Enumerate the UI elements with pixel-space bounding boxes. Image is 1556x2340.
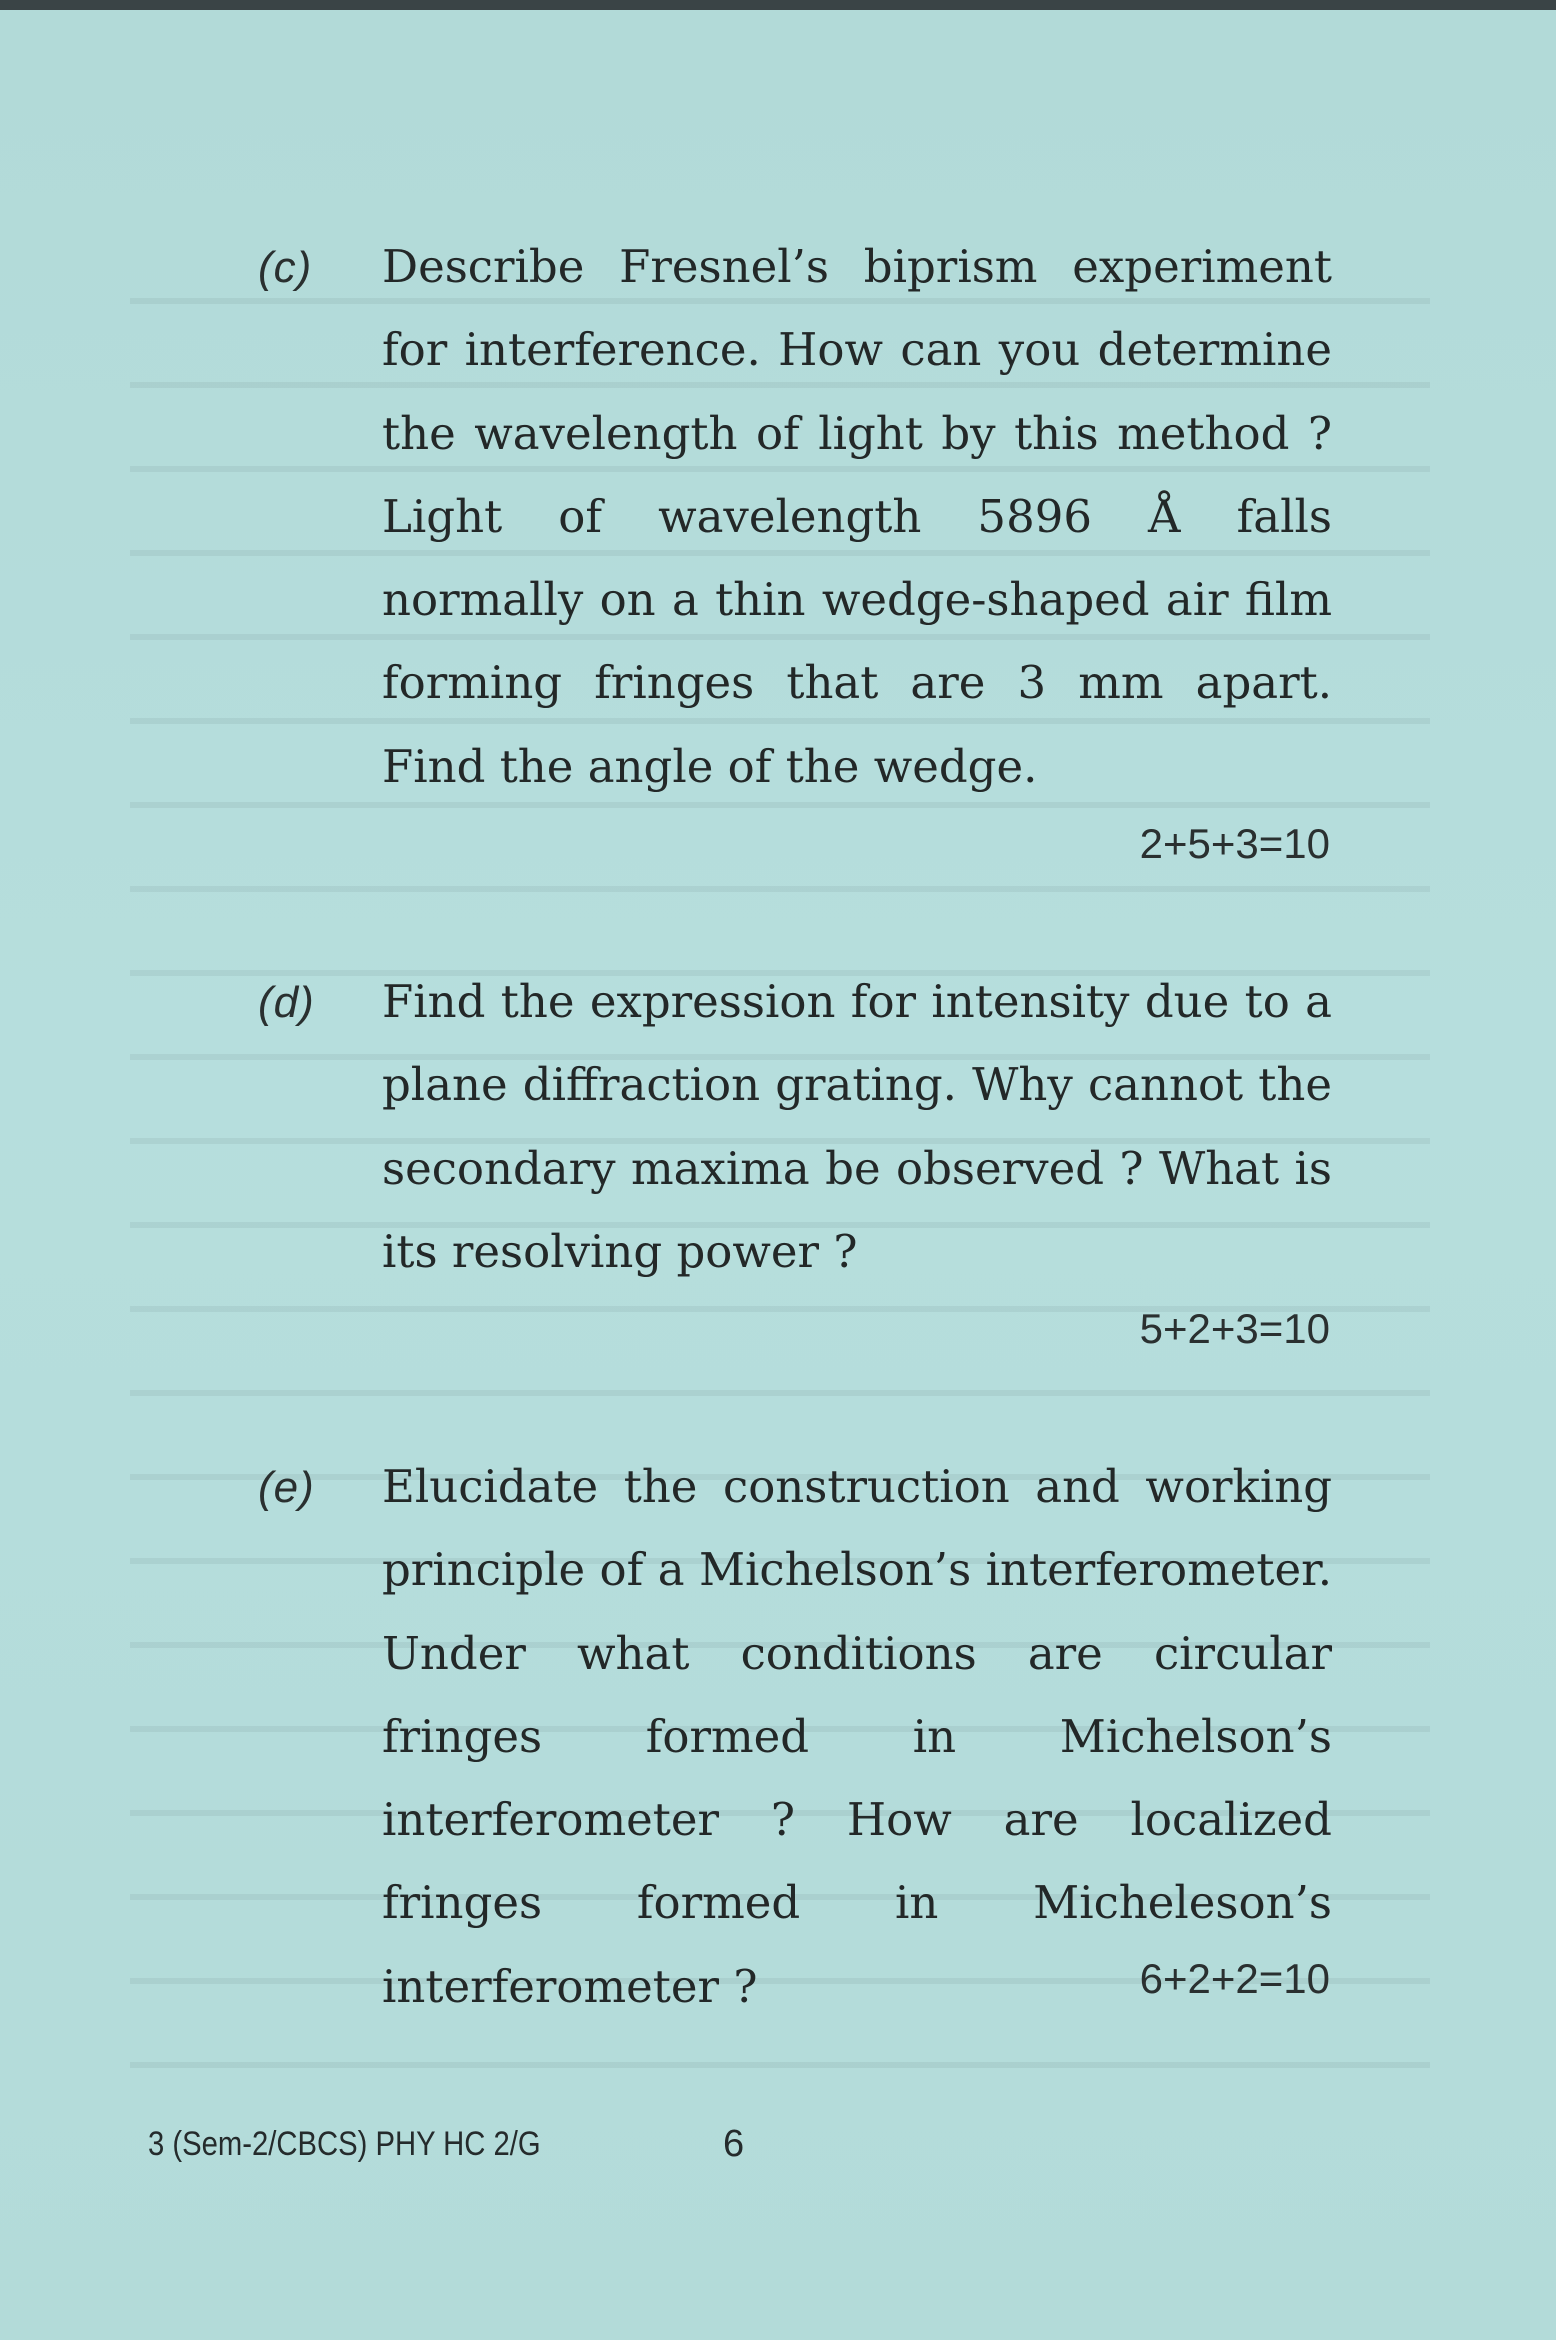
question-label: (e) bbox=[258, 1463, 315, 1512]
question-text: Find the expression for intensity due to a plane diffraction grating. Why cannot the secondary maxima be observed ? What is its resolving power ? bbox=[382, 975, 1332, 1278]
marks-allocation: 2+5+3=10 bbox=[1139, 820, 1330, 867]
question-e bbox=[260, 1445, 1330, 2045]
question-label: (c) bbox=[258, 243, 313, 292]
marks-allocation: 5+2+3=10 bbox=[1139, 1305, 1330, 1352]
question-c bbox=[260, 225, 1330, 885]
top-edge bbox=[0, 0, 1556, 10]
paper-code: 3 (Sem-2/CBCS) PHY HC 2/G bbox=[148, 2125, 541, 2163]
marks-allocation: 6+2+2=10 bbox=[1139, 1955, 1330, 2002]
question-text: Elucidate the construction and working principle of a Michelson’s interferometer. Under what conditions are circular fringes formed in Michelson’s interferometer ? How are localized fringes formed in Micheleson’s interferometer ? bbox=[382, 1460, 1332, 2013]
page-number: 6 bbox=[723, 2123, 745, 2165]
question-text: Describe Fresnel’s biprism experiment for interference. How can you determine the wavelength of light by this method ? Light of wavelength 5896 Å falls normally on a thin wedge-shaped air film forming fringes that are 3 mm apart. Find the angle of the wedge. bbox=[382, 240, 1332, 793]
question-label: (d) bbox=[258, 978, 315, 1027]
question-d bbox=[260, 960, 1330, 1360]
